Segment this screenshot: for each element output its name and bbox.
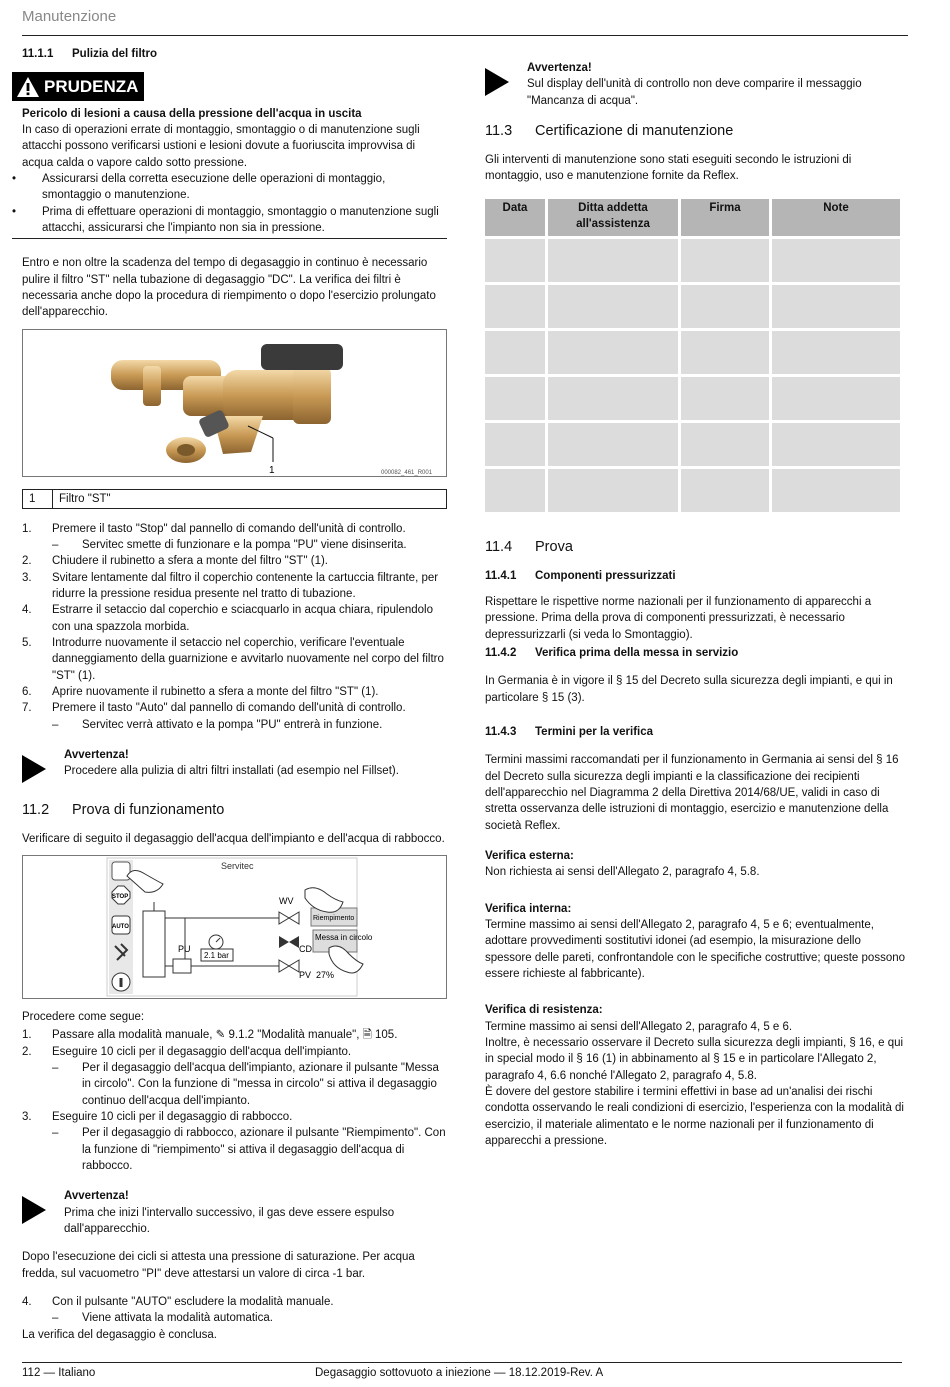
heading-11-2 [22, 800, 447, 821]
heading-title: Termini per la verifica [535, 726, 654, 739]
step-text: Estrarre il setaccio dal coperchio e sciacquarlo in acqua chiara, ripulendolo con una spazzola morbida. [52, 604, 433, 633]
note-title: Avvertenza! [527, 62, 592, 74]
resistance-check-text: È dovere del gestore stabilire i termini effettivi in base ad un'analisi dei rischi condotta osservando le reali condizioni di esercizio, l'esperienza con la modalità di esercizio, il materiale alimentato e le norme nazionali per il funzionamento di apparecchi a pressione. [485, 1086, 904, 1147]
table-cell[interactable] [548, 469, 678, 512]
paragraph: Dopo l'esecuzione dei cicli si attesta una pressione di saturazione. Per acqua fredda, sul vacuometro "PI" deve attestarsi un valore di circa -1 bar. [22, 1251, 415, 1280]
paragraph: Termini massimi raccomandati per il funzionamento in Germania ai sensi del § 16 del Decreto sulla sicurezza degli impianti e la classificazione dei recipienti dell'apparecchio nel Diagramma 2 della Direttiva 2014/68/UE, validi in caso di stretta osservanza delle istruzioni di montaggio, esercizio e manutenzione della società Reflex. [485, 754, 899, 832]
list-item [22, 1027, 447, 1043]
table-cell[interactable] [681, 423, 769, 466]
table-cell[interactable] [681, 285, 769, 328]
bullet-text: Assicurarsi della corretta esecuzione delle operazioni di montaggio, smontaggio o manutenzione. [42, 172, 386, 202]
callout-1: 1 [269, 464, 275, 476]
note-box [22, 747, 447, 788]
step-number: 7. [22, 702, 32, 715]
step-number: 2. [22, 555, 32, 568]
step-text: Premere il tasto "Auto" dal pannello di comando dell'unità di controllo. [52, 702, 406, 715]
heading-title: Componenti pressurizzati [535, 569, 676, 582]
table-cell[interactable] [681, 239, 769, 282]
table-cell[interactable] [485, 423, 545, 466]
step-text: Premere il tasto "Stop" dal pannello di comando dell'unità di controllo. [52, 522, 406, 535]
play-arrow-icon [22, 1196, 46, 1224]
list-item [22, 553, 447, 569]
sub-text: Viene attivata la modalità automatica. [82, 1312, 273, 1325]
note-title: Avvertenza! [64, 748, 129, 761]
note-text: Procedere alla pulizia di altri filtri installati (ad esempio nel Fillset). [64, 765, 399, 778]
table-cell[interactable] [548, 239, 678, 282]
caution-box [12, 72, 447, 239]
heading-number: 11.4.2 [485, 647, 517, 660]
left-column [12, 46, 447, 1351]
paragraph: Verificare di seguito il degasaggio dell'acqua dell'impianto e dell'acqua di rabbocco. [22, 832, 445, 845]
list-item [22, 1109, 447, 1125]
play-arrow-icon [22, 755, 46, 783]
table-cell[interactable] [772, 239, 900, 282]
list-item [22, 1294, 447, 1310]
pv-percent: 27% [316, 970, 335, 981]
note-text: Sul display dell'unità di controllo non deve comparire il messaggio "Mancanza di acqua". [527, 78, 862, 107]
heading-11-1-1 [22, 46, 447, 62]
pv-label: PV [299, 970, 312, 981]
resistance-check-text: Inoltre, è necessario osservare il Decreto sulla sicurezza degli impianti, § 16, e qui in special modo il § 16 (1) in abbinamento al § 15 e in particolare l'Allegato 2, paragrafo 4, 6.6 nonché l'Allegato 2, paragrafo 4, 5.8. [485, 1037, 904, 1082]
step-number: 5. [22, 636, 32, 649]
external-check-label: Verifica esterna: [485, 850, 574, 863]
caution-title: Pericolo di lesioni a causa della pressione dell'acqua in uscita [22, 107, 362, 120]
sub-item: – Servitec verrà attivato e la pompa "PU" entrerà in funzione. [22, 717, 447, 733]
step-number: 4. [22, 1296, 32, 1309]
sub-item: – Per il degasaggio dell'acqua dell'impianto, azionare il pulsante "Messa in circolo". Con la funzione di "messa in circolo" si attiva il degasaggio continuo dell'acqua dell'impianto. [22, 1060, 447, 1109]
cleaning-steps [22, 521, 447, 733]
document-title: Degasaggio sottovuoto a iniezione — 18.12.2019-Rev. A [315, 1367, 604, 1379]
warning-icon [16, 76, 40, 98]
heading-number: 11.3 [485, 122, 513, 139]
table-cell[interactable] [772, 469, 900, 512]
sub-text: Per il degasaggio dell'acqua dell'impianto, azionare il pulsante "Messa in circolo". Con la funzione di "messa in circolo" si attiva il degasaggio continuo dell'acqua dell'impianto. [82, 1062, 439, 1107]
table-cell[interactable] [485, 285, 545, 328]
step-text: Passare alla modalità manuale, ✎ 9.1.2 "Modalità manuale", 🗎 105. [52, 1029, 398, 1042]
step-number: 3. [22, 1111, 32, 1124]
step-text: Svitare lentamente dal filtro il coperchio contenente la cartuccia filtrante, per ridurre la pressione residua presente nel tratto di tubazione. [52, 571, 439, 600]
caution-bullets [12, 171, 447, 239]
step-text: Chiudere il rubinetto a sfera a monte del filtro "ST" (1). [52, 555, 328, 568]
resistance-check-label: Verifica di resistenza: [485, 1004, 603, 1017]
function-test-steps [22, 1027, 447, 1174]
list-item [22, 1044, 447, 1060]
heading-number: 11.4.1 [485, 569, 517, 582]
step-text: Eseguire 10 cicli per il degasaggio dell'acqua dell'impianto. [52, 1045, 352, 1058]
list-item [22, 521, 447, 537]
circulation-button-label: Messa in circolo [315, 933, 373, 943]
table-cell[interactable] [681, 377, 769, 420]
list-item: • Prima di effettuare operazioni di montaggio, smontaggio o manutenzione sugli attacchi, assicurarsi che l'impianto non sia in pressione. [12, 204, 447, 237]
heading-11-4 [485, 537, 906, 558]
legend-label: Filtro "ST" [59, 492, 111, 505]
step-number: 2. [22, 1045, 32, 1058]
list-item [22, 570, 447, 603]
table-cell[interactable] [772, 377, 900, 420]
heading-title: Prova [535, 539, 573, 556]
table-cell[interactable] [772, 285, 900, 328]
sub-text: Servitec verrà attivato e la pompa "PU" entrerà in funzione. [82, 718, 383, 731]
step-number: 4. [22, 604, 32, 617]
heading-11-4-2 [485, 645, 906, 661]
section-title: Manutenzione [22, 8, 117, 25]
servitec-panel-illustration [23, 856, 443, 998]
step-text: Eseguire 10 cicli per il degasaggio di rabbocco. [52, 1111, 293, 1124]
table-header-row [485, 199, 900, 236]
pu-label: PU [178, 944, 191, 955]
legend-number: 1 [23, 490, 53, 508]
table-cell[interactable] [548, 423, 678, 466]
table-row [485, 285, 900, 328]
intro-paragraph: Entro e non oltre la scadenza del tempo di degasaggio in continuo è necessario pulire il filtro "ST" nella tubazione di degasaggio "DC". La verifica dei filtri è necessaria anche dopo la procedura di riempimento o dopo l'esercizio prolungato dell'apparecchio. [22, 257, 436, 319]
column-header: Data [485, 199, 545, 236]
heading-title: Pulizia del filtro [72, 48, 157, 60]
sub-item: – Viene attivata la modalità automatica. [22, 1310, 447, 1326]
legend-table [22, 489, 447, 509]
table-cell[interactable] [681, 331, 769, 374]
internal-check-text: Termine massimo ai sensi dell'Allegato 2, paragrafo 4, 5 e 6; eventualmente, adottare provvedimenti sostitutivi idonei (ad esempio, la misurazione dello spessore delle pareti, confrontandole con le specifiche costruttive; queste possono essere richieste al fabbricante). [485, 919, 906, 981]
heading-11-4-3 [485, 724, 906, 740]
heading-11-4-1 [485, 568, 906, 584]
table-row [485, 377, 900, 420]
auto-key: AUTO [112, 924, 129, 931]
step-number: 1. [22, 1029, 32, 1042]
maintenance-table [482, 196, 903, 515]
external-check-text: Non richiesta ai sensi dell'Allegato 2, paragrafo 4, 5.8. [485, 866, 760, 879]
step-text: Introdurre nuovamente il setaccio nel coperchio, verificare l'eventuale danneggiamento della guarnizione e avvitarlo nuovamente nel corpo del filtro "ST" (1). [52, 636, 444, 682]
sub-item: – Servitec smette di funzionare e la pompa "PU" viene disinserita. [22, 537, 447, 553]
note-box [485, 60, 906, 109]
sub-text: Per il degasaggio di rabbocco, azionare il pulsante "Riempimento". Con la funzione di "riempimento" si attiva il degasaggio dell'acqua di rabbocco. [82, 1127, 446, 1173]
right-column [485, 60, 906, 1149]
table-cell[interactable] [681, 469, 769, 512]
note-text: Prima che inizi l'intervallo successivo, il gas deve essere espulso dall'apparecchio. [64, 1206, 395, 1236]
internal-check-label: Verifica interna: [485, 902, 572, 915]
paragraph: Rispettare le rispettive norme nazionali per il funzionamento di apparecchi a pressione. Prima della prova di componenti pressurizzati, è necessario depressurizzarli (si veda lo Smontaggio). [485, 596, 872, 641]
paragraph: In Germania è in vigore il § 15 del Decreto sulla sicurezza degli impianti, e qui in particolare § 15 (3). [485, 675, 893, 704]
page-footer [22, 1362, 902, 1381]
fill-button-label: Riempimento [313, 915, 355, 923]
caution-text: In caso di operazioni errate di montaggio, smontaggio o di manutenzione sugli attacchi possono verificarsi ustioni e lesioni dovute a fuoriuscita improvvisa di acqua calda o vapore caldo sotto pressione. [22, 123, 420, 169]
heading-number: 11.2 [22, 802, 50, 819]
cd-label: CD [299, 944, 312, 955]
heading-number: 11.4.3 [485, 726, 517, 739]
resistance-check-text: Termine massimo ai sensi dell'Allegato 2, paragrafo 4, 5 e 6. [485, 1020, 793, 1033]
paragraph: Gli interventi di manutenzione sono stati eseguiti secondo le istruzioni di montaggio, uso e manutenzione fornite da Reflex. [485, 153, 852, 182]
heading-title: Certificazione di manutenzione [535, 122, 734, 139]
table-cell[interactable] [772, 331, 900, 374]
table-cell[interactable] [485, 377, 545, 420]
servitec-figure [22, 855, 447, 999]
heading-number: 11.4 [485, 539, 513, 556]
heading-11-3 [485, 121, 906, 142]
caution-label: PRUDENZA [44, 77, 139, 97]
step-number: 6. [22, 685, 32, 698]
step-text: Con il pulsante "AUTO" escludere la modalità manuale. [52, 1296, 334, 1309]
list-item [22, 635, 447, 684]
column-header: Firma [681, 199, 769, 236]
table-cell[interactable] [772, 423, 900, 466]
table-row [485, 331, 900, 374]
page-header [22, 6, 908, 36]
caution-badge [12, 72, 144, 101]
list-item [22, 602, 447, 635]
list-item: • Assicurarsi della corretta esecuzione delle operazioni di montaggio, smontaggio o manutenzione. [12, 171, 447, 204]
table-cell[interactable] [485, 331, 545, 374]
step-text: Aprire nuovamente il rubinetto a sfera a monte del filtro "ST" (1). [52, 685, 379, 698]
heading-number: 11.1.1 [22, 48, 54, 60]
page-number: 112 — Italiano [22, 1367, 96, 1379]
table-row [485, 239, 900, 282]
table-row [485, 423, 900, 466]
list-item [22, 700, 447, 716]
filter-illustration [23, 330, 446, 476]
note-box [22, 1188, 447, 1237]
list-item [22, 684, 447, 700]
table-cell[interactable] [485, 469, 545, 512]
bullet-text: Prima di effettuare operazioni di montaggio, smontaggio o manutenzione sugli attacchi, assicurarsi che l'impianto non sia in pressione. [42, 205, 439, 234]
table-row [485, 469, 900, 512]
play-arrow-icon [485, 68, 509, 96]
note-title: Avvertenza! [64, 1190, 129, 1203]
sub-item: – Per il degasaggio di rabbocco, azionare il pulsante "Riempimento". Con la funzione di "riempimento" si attiva il degasaggio dell'acqua di rabbocco. [22, 1125, 447, 1174]
paragraph: La verifica del degasaggio è conclusa. [22, 1328, 217, 1341]
heading-title: Verifica prima della messa in servizio [535, 647, 739, 660]
heading-title: Prova di funzionamento [72, 802, 225, 819]
table-cell[interactable] [548, 331, 678, 374]
panel-title: Servitec [221, 861, 254, 872]
table-cell[interactable] [548, 377, 678, 420]
step-number: 3. [22, 571, 32, 584]
step-number: 1. [22, 522, 32, 535]
table-cell[interactable] [548, 285, 678, 328]
column-header: Note [772, 199, 900, 236]
sub-text: Servitec smette di funzionare e la pompa "PU" viene disinserita. [82, 538, 407, 551]
column-header: Ditta addetta all'assistenza [548, 199, 678, 236]
figure-code: 000082_461_R001 [381, 469, 433, 476]
filter-figure [22, 329, 447, 477]
final-steps [22, 1294, 447, 1327]
stop-key: STOP [112, 894, 129, 901]
wv-label: WV [279, 896, 294, 907]
pressure-readout: 2.1 bar [204, 951, 229, 961]
proceed-paragraph: Procedere come segue: [22, 1011, 145, 1024]
table-cell[interactable] [485, 239, 545, 282]
